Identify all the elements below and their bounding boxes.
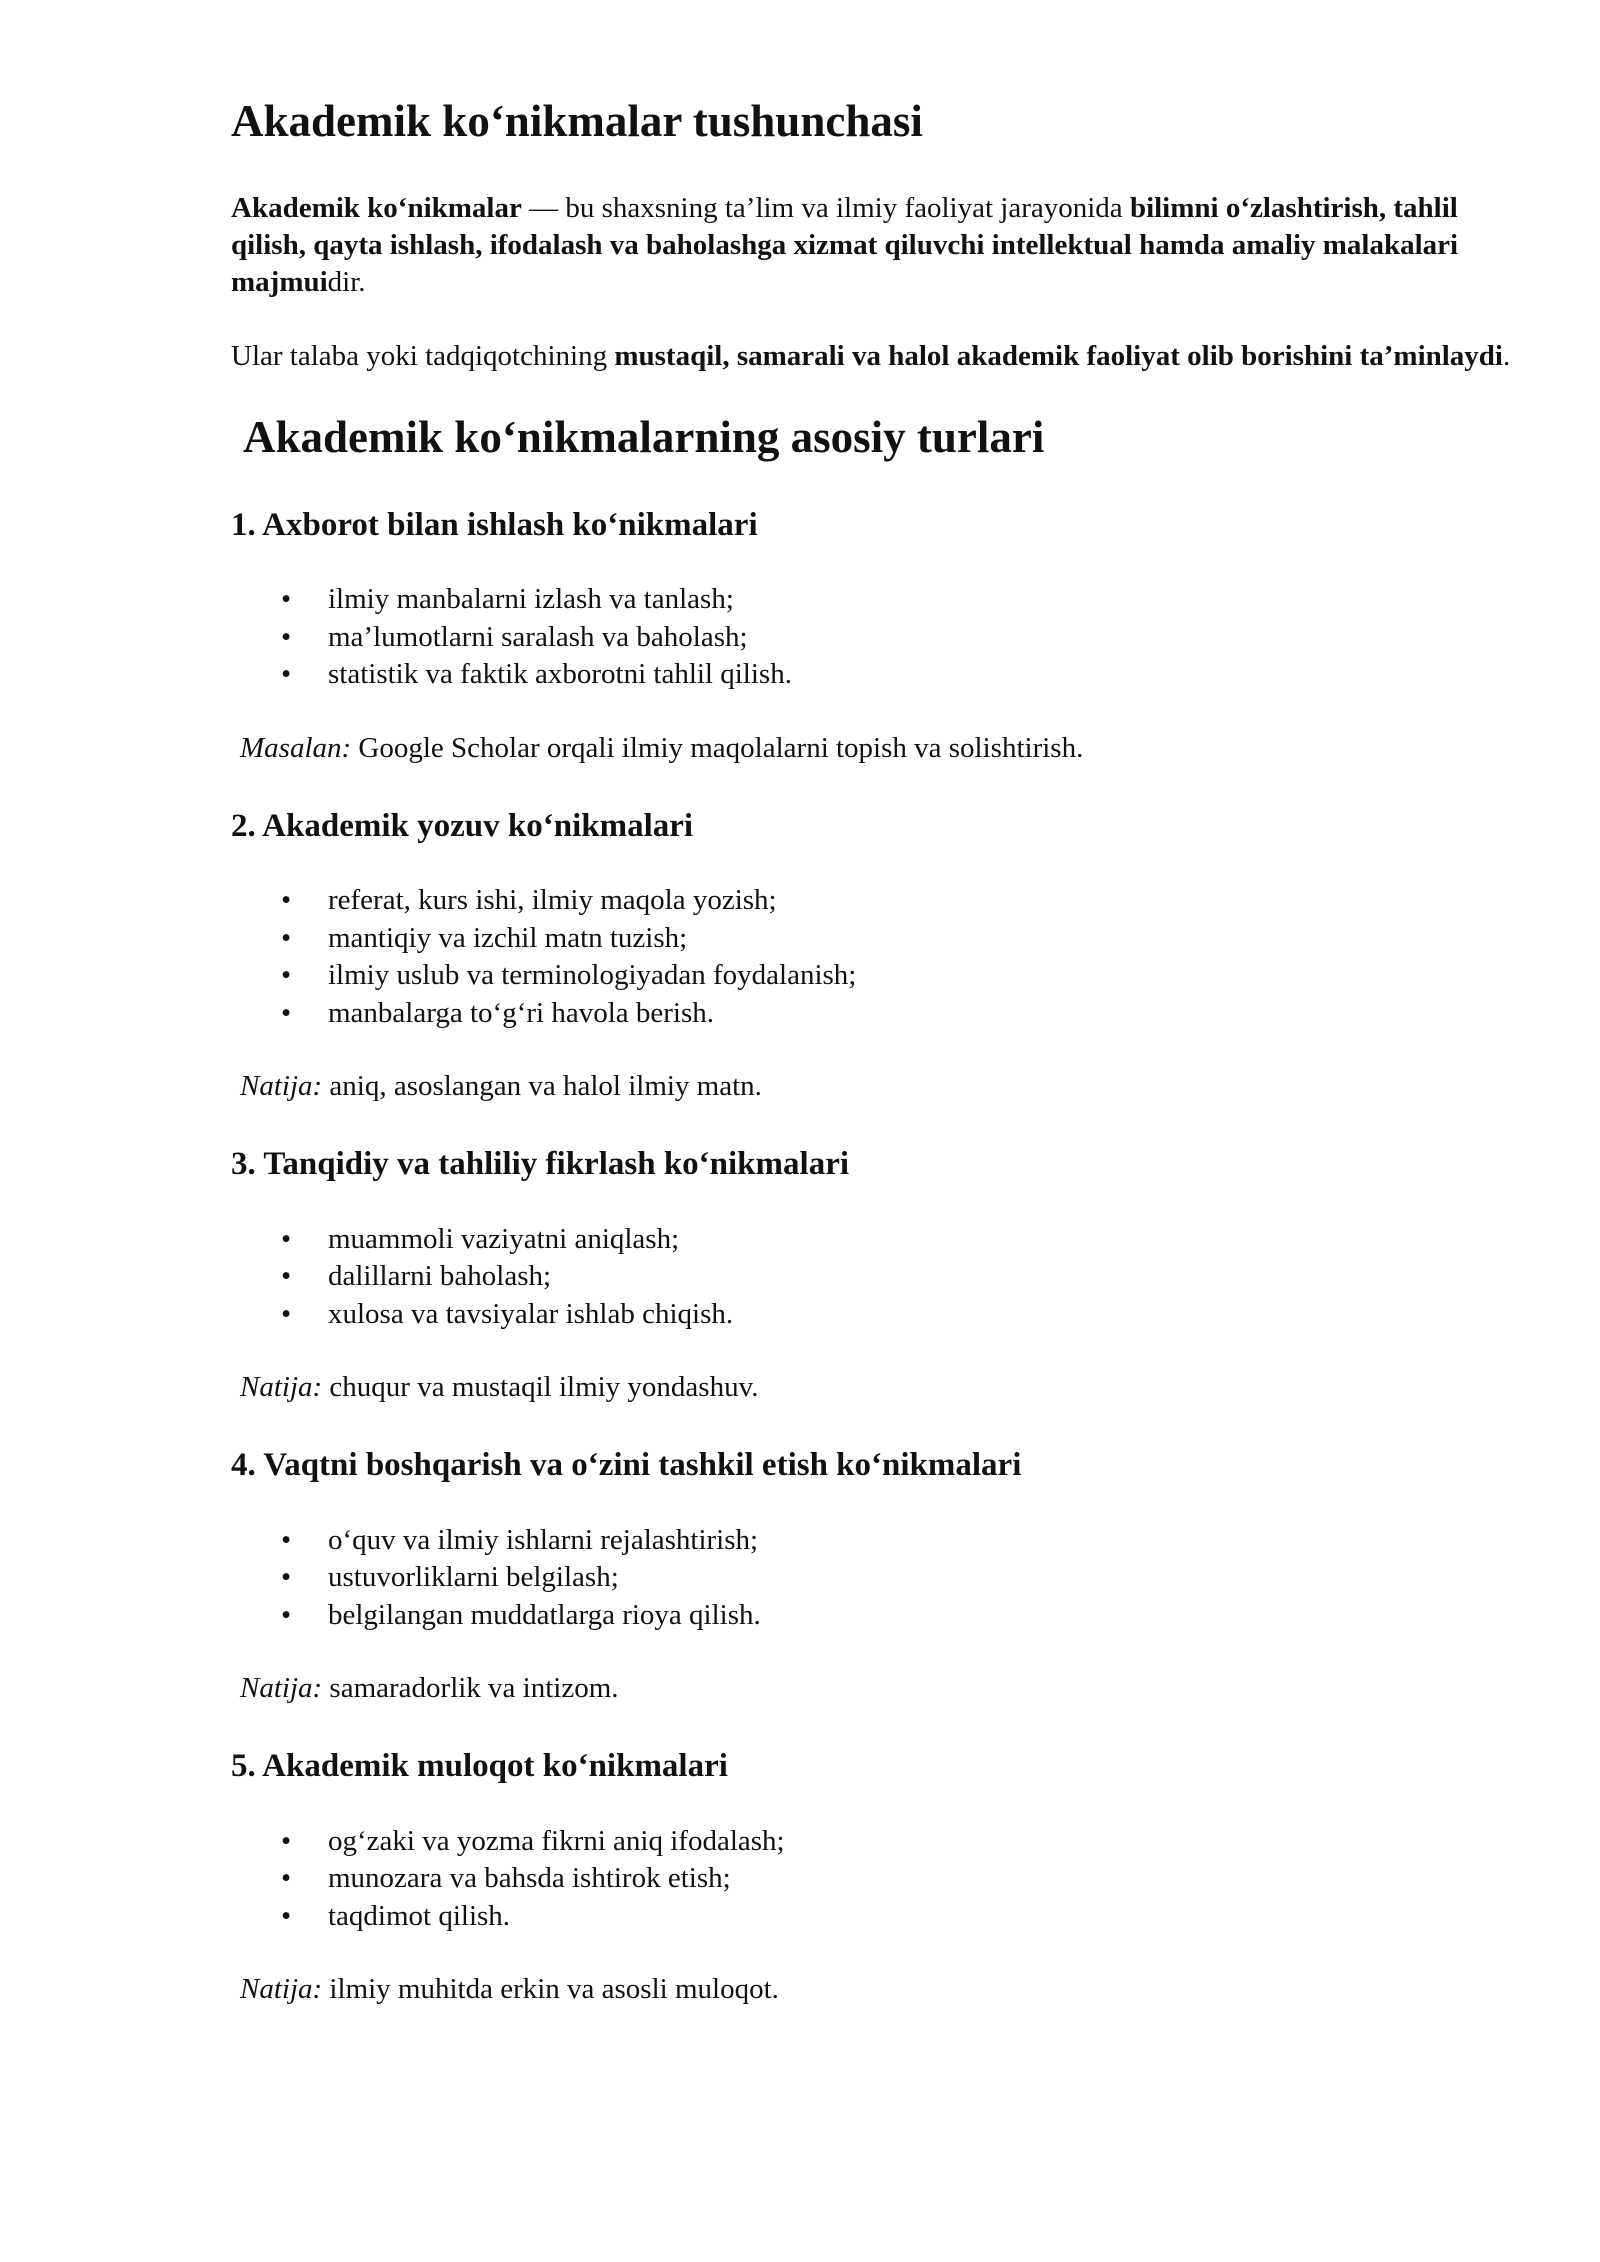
bullet-icon: • xyxy=(281,1297,292,1330)
section-title: 3. Tanqidiy va tahliliy fikrlash ko‘nikmalari xyxy=(231,1146,850,1183)
bullet-icon: • xyxy=(281,1561,292,1594)
note-text: ilmiy muhitda erkin va asosli muloqot. xyxy=(322,1973,779,2006)
list-item xyxy=(231,1296,1520,1334)
list-item-text: o‘quv va ilmiy ishlarni rejalashtirish; xyxy=(328,1523,759,1556)
section-note xyxy=(240,730,1520,767)
document-title: Akademik ko‘nikmalar tushunchasi xyxy=(231,96,923,146)
section-title: 1. Axborot bilan ishlash ko‘nikmalari xyxy=(231,506,758,543)
list-item-text: dalillarni baholash; xyxy=(328,1260,552,1293)
definition-mid-text: — bu shaxsning ta’lim va ilmiy faoliyat jarayonida xyxy=(521,191,1130,224)
bullet-list xyxy=(231,882,1520,1032)
section-title: 2. Akademik yozuv ko‘nikmalari xyxy=(231,807,694,844)
list-item-text: ma’lumotlarni saralash va baholash; xyxy=(328,620,748,653)
bullet-list xyxy=(231,1522,1520,1635)
list-item xyxy=(231,882,1520,920)
purpose-tail-text: . xyxy=(1503,339,1511,372)
bullet-icon: • xyxy=(281,1260,292,1293)
bullet-icon: • xyxy=(281,921,292,954)
list-item-text: og‘zaki va yozma fikrni aniq ifodalash; xyxy=(328,1824,785,1857)
list-item xyxy=(231,1898,1520,1936)
definition-paragraph xyxy=(231,190,1520,301)
list-item xyxy=(231,1860,1520,1898)
skill-section-1 xyxy=(231,506,1520,767)
list-item xyxy=(231,1522,1520,1560)
bullet-list xyxy=(231,1221,1520,1334)
note-text: aniq, asoslangan va halol ilmiy matn. xyxy=(322,1070,762,1103)
note-text: samaradorlik va intizom. xyxy=(322,1672,619,1705)
list-item xyxy=(231,656,1520,694)
purpose-pre-text: Ular talaba yoki tadqiqotchining xyxy=(231,339,615,372)
bullet-icon: • xyxy=(281,959,292,992)
definition-bold-text: bilimni o‘zlashtirish, tahlil qilish, qayta ishlash, ifodalash va baholashga xizmat qiluvchi intellektual hamda amaliy malakalari majmui xyxy=(231,191,1459,298)
bullet-icon: • xyxy=(281,1824,292,1857)
list-item-text: mantiqiy va izchil matn tuzish; xyxy=(328,921,688,954)
bullet-icon: • xyxy=(281,1899,292,1932)
bullet-icon: • xyxy=(281,1862,292,1895)
note-label: Natija: xyxy=(240,1672,323,1705)
list-item-text: belgilangan muddatlarga rioya qilish. xyxy=(328,1598,761,1631)
list-item-text: manbalarga to‘g‘ri havola berish. xyxy=(328,996,714,1029)
list-item xyxy=(231,1597,1520,1635)
note-label: Masalan: xyxy=(240,731,352,764)
list-item-text: munozara va bahsda ishtirok etish; xyxy=(328,1862,731,1895)
list-item xyxy=(231,995,1520,1033)
list-item-text: ilmiy uslub va terminologiyadan foydalanish; xyxy=(328,959,857,992)
bullet-icon: • xyxy=(281,620,292,653)
list-item xyxy=(231,1559,1520,1597)
list-item-text: ilmiy manbalarni izlash va tanlash; xyxy=(328,583,734,616)
definition-tail-text: dir. xyxy=(327,265,366,298)
bullet-icon: • xyxy=(281,1598,292,1631)
list-item xyxy=(231,581,1520,619)
list-item-text: xulosa va tavsiyalar ishlab chiqish. xyxy=(328,1297,734,1330)
skill-section-3 xyxy=(231,1145,1520,1406)
bullet-list xyxy=(231,581,1520,694)
purpose-bold-text: mustaqil, samarali va halol akademik faoliyat olib borishini ta’minlaydi xyxy=(614,339,1503,372)
section-title: 5. Akademik muloqot ko‘nikmalari xyxy=(231,1748,728,1785)
note-text: Google Scholar orqali ilmiy maqolalarni topish va solishtirish. xyxy=(351,731,1084,764)
section-note xyxy=(240,1068,1520,1105)
note-label: Natija: xyxy=(240,1371,323,1404)
list-item-text: taqdimot qilish. xyxy=(328,1899,511,1932)
list-item-text: muammoli vaziyatni aniqlash; xyxy=(328,1222,680,1255)
types-heading: Akademik ko‘nikmalarning asosiy turlari xyxy=(243,411,1045,462)
list-item xyxy=(231,1823,1520,1861)
section-note xyxy=(240,1971,1520,2008)
definition-term: Akademik ko‘nikmalar xyxy=(231,191,522,224)
bullet-icon: • xyxy=(281,1523,292,1556)
bullet-icon: • xyxy=(281,884,292,917)
list-item xyxy=(231,920,1520,958)
list-item-text: statistik va faktik axborotni tahlil qilish. xyxy=(328,658,792,691)
list-item xyxy=(231,619,1520,657)
list-item-text: referat, kurs ishi, ilmiy maqola yozish; xyxy=(328,884,777,917)
note-text: chuqur va mustaqil ilmiy yondashuv. xyxy=(322,1371,759,1404)
section-note xyxy=(240,1369,1520,1406)
list-item xyxy=(231,1221,1520,1259)
list-item xyxy=(231,957,1520,995)
skill-section-5 xyxy=(231,1747,1520,2008)
bullet-icon: • xyxy=(281,658,292,691)
bullet-icon: • xyxy=(281,1222,292,1255)
list-item xyxy=(231,1258,1520,1296)
note-label: Natija: xyxy=(240,1973,323,2006)
skill-section-4 xyxy=(231,1446,1520,1707)
list-item-text: ustuvorliklarni belgilash; xyxy=(328,1561,619,1594)
note-label: Natija: xyxy=(240,1070,323,1103)
skill-section-2 xyxy=(231,807,1520,1106)
bullet-icon: • xyxy=(281,583,292,616)
bullet-list xyxy=(231,1823,1520,1936)
purpose-paragraph xyxy=(231,338,1520,375)
bullet-icon: • xyxy=(281,996,292,1029)
section-note xyxy=(240,1670,1520,1707)
section-title: 4. Vaqtni boshqarish va o‘zini tashkil etish ko‘nikmalari xyxy=(231,1447,1022,1484)
